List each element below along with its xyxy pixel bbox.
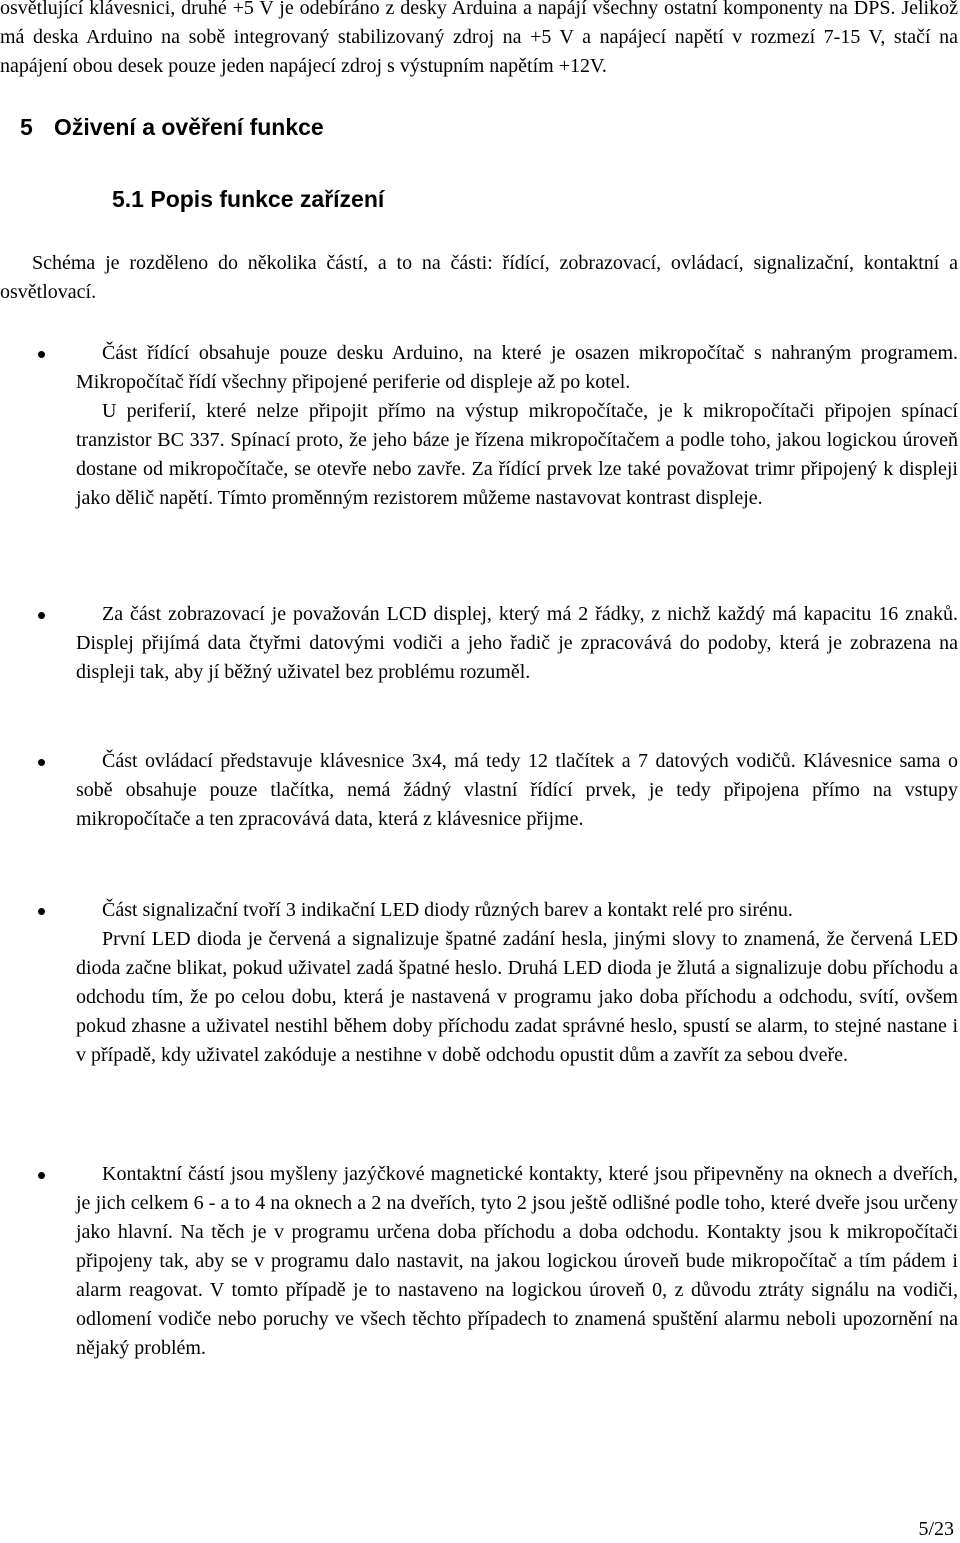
list-item-paragraph: Kontaktní částí jsou myšleny jazýčkové magnetické kontakty, které jsou připevněny na oknech a dveřích, je jich celkem 6 - a to 4 na oknech a 2 na dveřích, tyto 2 jsou ještě odlišné podle toho, které dveře jsou určeny jako hlavní. Na těch je v programu určena doba příchodu a doba odchodu. Kontakty jsou k mikropočítači připojeny tak, aby se v programu dalo nastavit, na jakou logickou úroveň bude mikropočítač a tím pádem i alarm reagovat. V tomto případě je to nastaveno na logickou úroveň 0, z důvodu ztráty signálu na vodiči, odlomení vodiče nebo poruchy ve všech těchto případech to znamená spuštění alarmu neboli upozornění na nějaký problém. [76,1163,958,1359]
bullet-icon [38,759,45,766]
list-item-contacts [76,1160,958,1363]
list-item-paragraph: Část signalizační tvoří 3 indikační LED diody různých barev a kontakt relé pro sirénu. [102,899,793,921]
list-item-paragraph: Část řídící obsahuje pouze desku Arduino, na které je osazen mikropočítač s nahraným programem. Mikropočítač řídí všechny připojené periferie od displeje až po kotel. [76,342,958,393]
list-item-paragraph: První LED dioda je červená a signalizuje špatné zadání hesla, jinými slovy to znamená, že červená LED dioda začne blikat, pokud uživatel zadá špatné heslo. Druhá LED dioda je žlutá a signalizuje dobu příchodu a odchodu tím, že po celou dobu, která je nastavená v programu jako doba příchodu a odchodu, svítí, ovšem pokud zhasne a uživatel nestihl během doby příchodu zadat správné heslo, spustí se alarm, to stejné nastane i v případě, kdy uživatel zakóduje a nestihne v době odchodu opustit dům a zavřít za sebou dveře. [76,928,958,1066]
list-item-keypad [76,747,958,834]
list-item-paragraph: Část ovládací představuje klávesnice 3x4, má tedy 12 tlačítek a 7 datových vodičů. Klávesnice sama o sobě obsahuje pouze tlačítka, nemá žádný vlastní řídící prvek, je tedy připojena přímo na vstupy mikropočítače a ten zpracovává data, která z klávesnice přijme. [76,750,958,830]
list-item-signaling [76,896,958,1070]
section-title: Oživení a ověření funkce [54,114,324,140]
schema-paragraph: Schéma je rozděleno do několika částí, a to na části: řídící, zobrazovací, ovládací, signalizační, kontaktní a osvětlovací. [0,252,958,303]
section-heading [20,112,324,142]
list-item-control [76,339,958,513]
bullet-icon [38,612,45,619]
intro-paragraph: osvětlující klávesnici, druhé +5 V je odebíráno z desky Arduina a napájí všechny ostatní komponenty na DPS. Jelikož má deska Arduino na sobě integrovaný stabilizovaný zdroj na +5 V a napájecí napětí v rozmezí 7-15 V, stačí na napájení obou desek pouze jeden napájecí zdroj s výstupním napětím +12V. [0,0,958,77]
bullet-icon [38,1172,45,1179]
list-item-paragraph: Za část zobrazovací je považován LCD displej, který má 2 řádky, z nichž každý má kapacitu 16 znaků. Displej přijímá data čtyřmi datovými vodiči a jeho řadič je zpracovává do podoby, která je zobrazena na displeji tak, aby jí běžný uživatel bez problému rozuměl. [76,603,958,683]
subsection-heading: 5.1 Popis funkce zařízení [112,186,385,212]
list-item-display [76,600,958,687]
bullet-icon [38,351,45,358]
list-item-paragraph: U periferií, které nelze připojit přímo na výstup mikropočítače, je k mikropočítači připojen spínací tranzistor BC 337. Spínací proto, že jeho báze je řízena mikropočítačem a podle toho, jakou logickou úroveň dostane od mikropočítače, se otevře nebo zavře. Za řídící prvek lze také považovat trimr připojený k displeji jako dělič napětí. Tímto proměnným rezistorem můžeme nastavovat kontrast displeje. [76,400,958,509]
section-number: 5 [20,114,33,140]
bullet-icon [38,908,45,915]
page-number: 5/23 [918,1518,954,1540]
